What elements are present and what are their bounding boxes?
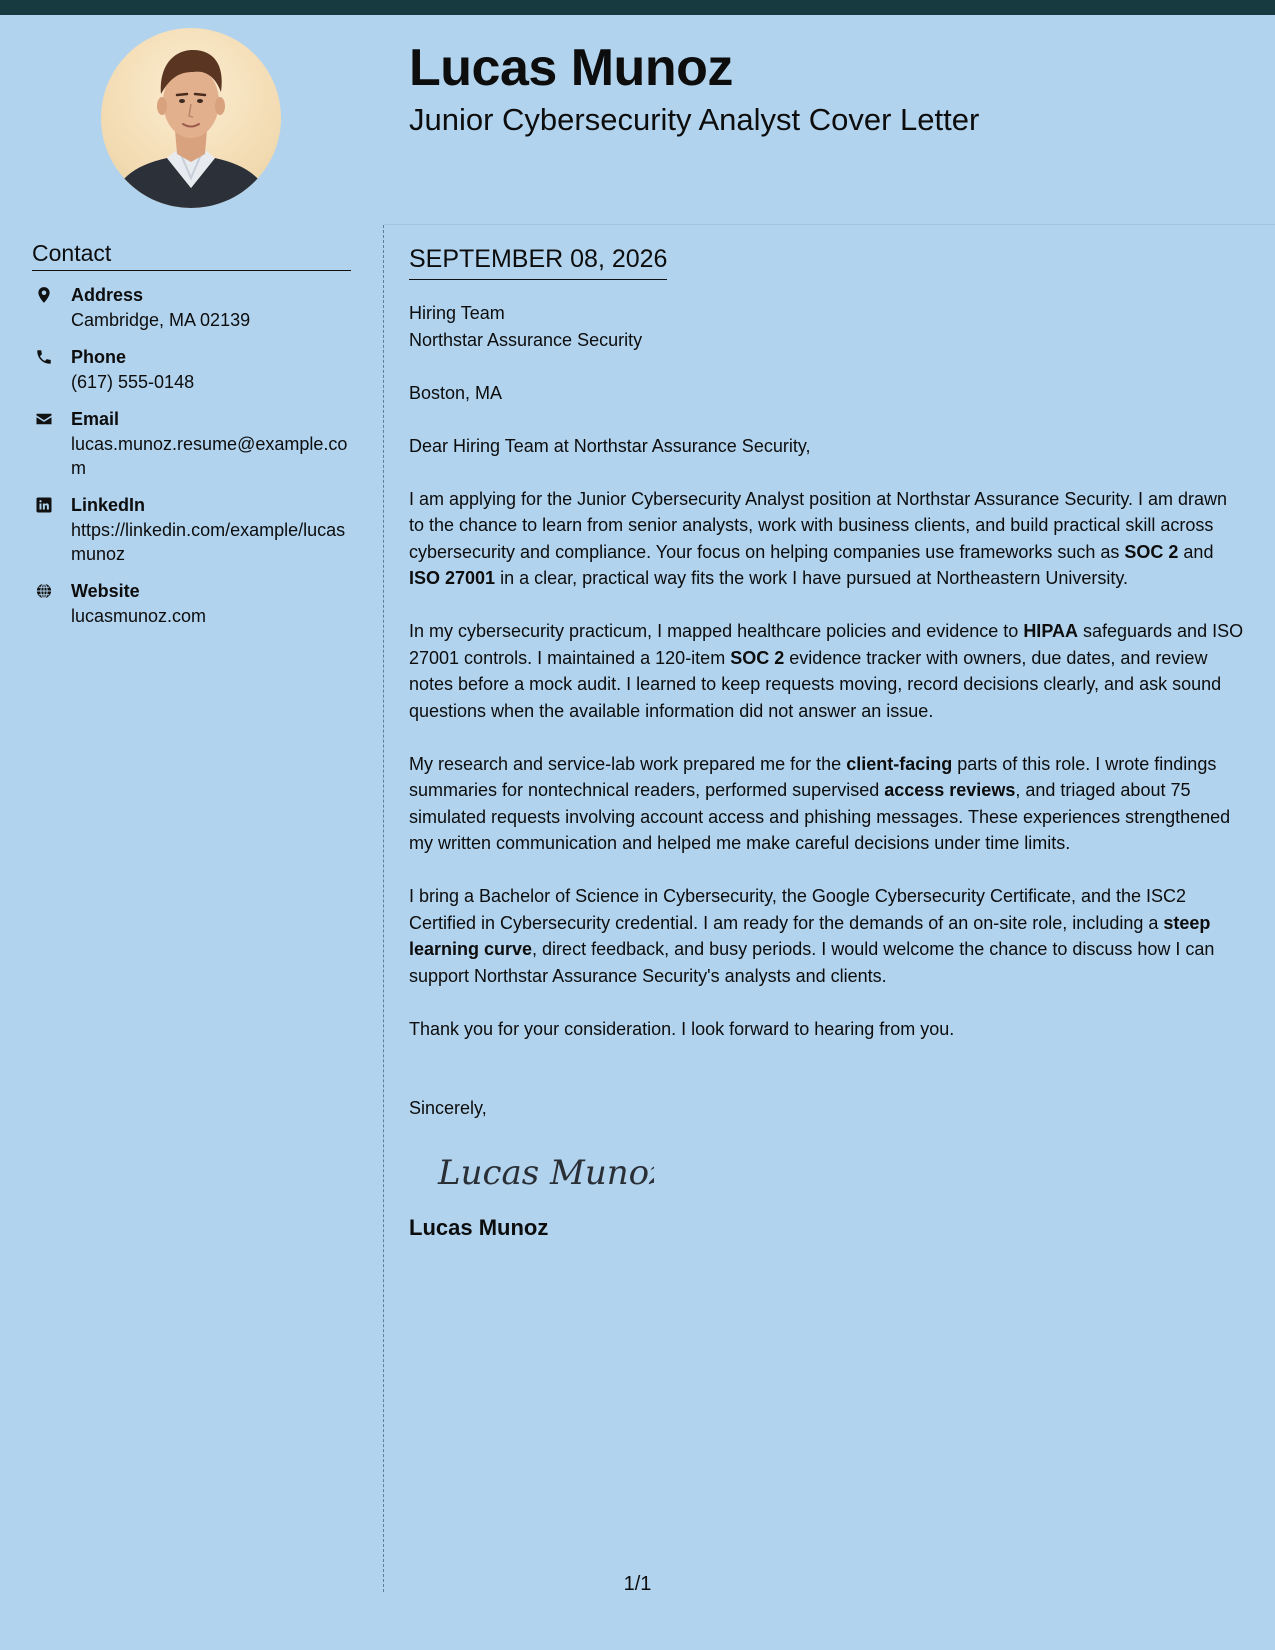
contact-item-linkedin — [32, 493, 351, 566]
contact-item-address — [32, 283, 351, 332]
letter-date: SEPTEMBER 08, 2026 — [409, 242, 667, 280]
website-value[interactable]: lucasmunoz.com — [71, 606, 207, 626]
email-value[interactable]: lucas.munoz.resume@example.com — [71, 434, 348, 478]
phone-value: (617) 555-0148 — [71, 372, 195, 392]
letter-body — [409, 242, 1244, 1243]
globe-icon — [32, 579, 71, 628]
page-number: 1/1 — [623, 1573, 652, 1595]
contact-item-website — [32, 579, 351, 628]
body-paragraph-4: I bring a Bachelor of Science in Cybersecurity, the Google Cybersecurity Certificate, and the ISC2 Certified in Cybersecurity credential. I am ready for the demands of an on-site role, including a steep learning curve, direct feedback, and busy periods. I would welcome the chance to discuss how I can support Northstar Assurance Security's analysts and clients. — [409, 886, 1215, 986]
linkedin-label: LinkedIn — [71, 495, 146, 515]
header-divider — [384, 224, 1275, 225]
thanks-line: Thank you for your consideration. I look forward to hearing from you. — [409, 1018, 955, 1039]
recipient-block — [409, 300, 1244, 406]
column-divider — [383, 225, 384, 1592]
profile-photo — [101, 28, 281, 208]
contact-sidebar — [32, 240, 351, 641]
avatar — [101, 28, 281, 208]
signer-name: Lucas Munoz — [409, 1214, 549, 1240]
body-paragraph-3: My research and service-lab work prepared me for the client-facing parts of this role. I wrote findings summaries for nontechnical readers, performed supervised access reviews, and triaged about 75 simulated requests involving account access and phishing messages. These experiences strengthened my written communication and helped me make careful decisions under time limits. — [409, 753, 1231, 853]
contact-item-email — [32, 407, 351, 480]
contact-heading: Contact — [32, 240, 351, 271]
linkedin-icon — [32, 493, 71, 566]
envelope-icon — [32, 407, 71, 480]
address-value: Cambridge, MA 02139 — [71, 310, 251, 330]
closing: Sincerely, — [409, 1098, 487, 1118]
recipient-company: Northstar Assurance Security — [409, 329, 643, 350]
body-paragraph-1: I am applying for the Junior Cybersecurity Analyst position at Northstar Assurance Security. I am drawn to the chance to learn from senior analysts, work with business clients, and build practical skill across cybersecurity and compliance. Your focus on helping companies use frameworks such as SOC 2 and ISO 27001 in a clear, practical way fits the work I have pursued at Northeastern University. — [409, 488, 1228, 588]
header-subtitle: Junior Cybersecurity Analyst Cover Letter — [409, 102, 980, 137]
recipient-location: Boston, MA — [409, 382, 503, 403]
signature — [434, 1142, 654, 1202]
phone-label: Phone — [71, 347, 127, 367]
salutation: Dear Hiring Team at Northstar Assurance Security, — [409, 435, 811, 456]
website-label: Website — [71, 581, 140, 601]
recipient-team: Hiring Team — [409, 303, 505, 323]
email-label: Email — [71, 409, 120, 429]
header-name: Lucas Munoz — [409, 39, 733, 97]
map-pin-icon — [32, 283, 71, 332]
linkedin-value[interactable]: https://linkedin.com/example/lucasmunoz — [71, 520, 346, 564]
body-paragraph-2: In my cybersecurity practicum, I mapped healthcare policies and evidence to HIPAA safeguards and ISO 27001 controls. I maintained a 120-item SOC 2 evidence tracker with owners, due dates, and review notes before a mock audit. I learned to keep requests moving, record decisions clearly, and ask sound questions when the available information did not answer an issue. — [409, 621, 1244, 721]
top-accent-bar — [0, 0, 1275, 15]
contact-item-phone — [32, 345, 351, 394]
svg-text:Lucas Munoz: Lucas Munoz — [438, 1152, 654, 1193]
phone-icon — [32, 345, 71, 394]
address-label: Address — [71, 285, 144, 305]
